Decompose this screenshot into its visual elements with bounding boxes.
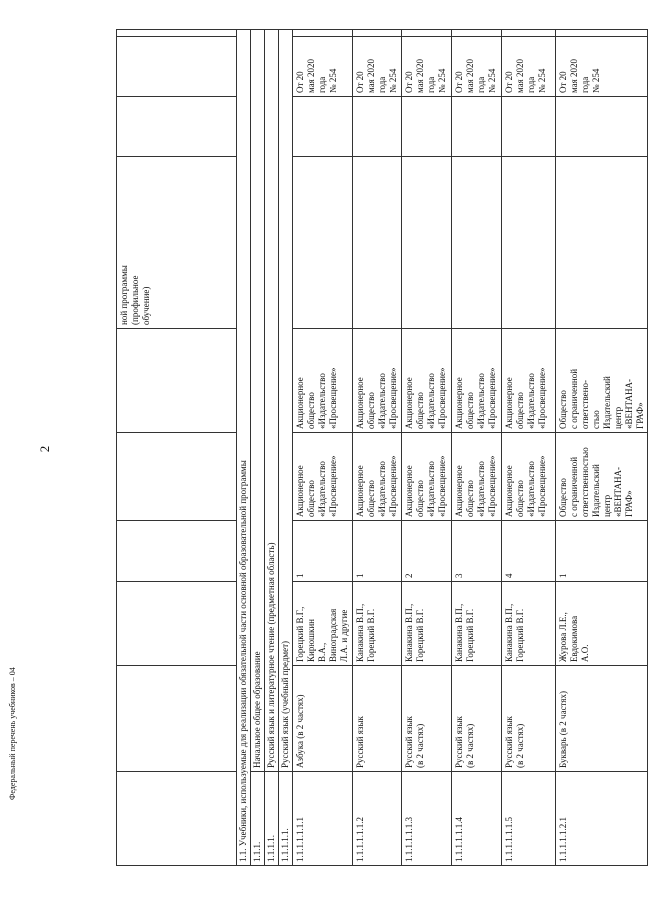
header-cell: ной программы (профильное обучение) <box>119 265 151 325</box>
section-code: 1.1.1.1.1. <box>279 772 293 866</box>
row-publisher: Акционерное общество «Издательство «Просвещение» <box>293 433 353 521</box>
row-code: 1.1.1.1.1.1.4 <box>451 772 501 866</box>
textbook-table <box>116 29 648 866</box>
row-authors: Канакина В.П., Горецкий В.Г. <box>352 582 401 666</box>
row-manufacturer: Акционерное общество «Издательство «Просвещение» <box>451 329 501 433</box>
row-order: От 20 мая 2020 года № 254 <box>401 37 451 97</box>
row-class: 1 <box>555 521 648 582</box>
row-code: 1.1.1.1.1.1.3 <box>401 772 451 866</box>
row-title: Русский язык (в 2 частях) <box>501 666 555 772</box>
section-name: Русский язык (учебный предмет) <box>279 30 293 772</box>
row-publisher: Акционерное общество «Издательство «Просвещение» <box>352 433 401 521</box>
row-authors: Канакина В.П., Горецкий В.Г. <box>501 582 555 666</box>
row-manufacturer: Акционерное общество «Издательство «Просвещение» <box>352 329 401 433</box>
section-title-row <box>237 30 251 866</box>
row-title: Русский язык (в 2 частях) <box>451 666 501 772</box>
section-row <box>265 30 279 866</box>
row-manufacturer: Акционерное общество «Издательство «Просвещение» <box>401 329 451 433</box>
row-order: От 20 мая 2020 года № 254 <box>451 37 501 97</box>
row-order: От 20 мая 2020 года № 254 <box>501 37 555 97</box>
footer-text: Федеральный перечень учебников – 04 <box>8 667 17 800</box>
table-row <box>451 30 501 866</box>
row-manufacturer: Акционерное общество «Издательство «Просвещение» <box>293 329 353 433</box>
header-row <box>117 30 237 866</box>
row-code: 1.1.1.1.1.1.5 <box>501 772 555 866</box>
section-name: Начальное общее образование <box>251 30 265 772</box>
row-title: Русский язык (в 2 частях) <box>401 666 451 772</box>
row-title: Русский язык <box>352 666 401 772</box>
section-title: 1.1. Учебники, используемые для реализации обязательной части основной образовательной программы <box>237 30 251 866</box>
table-row <box>401 30 451 866</box>
table-row <box>501 30 555 866</box>
table-row <box>555 30 648 866</box>
section-row <box>251 30 265 866</box>
row-class: 4 <box>501 521 555 582</box>
row-class: 3 <box>451 521 501 582</box>
rotated-table-container <box>116 30 645 866</box>
row-authors: Канакина В.П., Горецкий В.Г. <box>401 582 451 666</box>
row-publisher: Общество с ограниченной ответственностью Издательский центр «ВЕНТАНА- ГРАФ» <box>555 433 648 521</box>
row-code: 1.1.1.1.1.2.1 <box>555 772 648 866</box>
section-row <box>279 30 293 866</box>
table-row <box>293 30 353 866</box>
row-order: От 20 мая 2020 года № 254 <box>293 37 353 97</box>
row-code: 1.1.1.1.1.1.2 <box>352 772 401 866</box>
row-publisher: Акционерное общество «Издательство «Просвещение» <box>451 433 501 521</box>
row-authors: Журова Л.Е., Евдокимова А.О. <box>555 582 648 666</box>
row-title: Азбука (в 2 частях) <box>293 666 353 772</box>
row-title: Букварь (в 2 частях) <box>555 666 648 772</box>
row-class: 2 <box>401 521 451 582</box>
section-code: 1.1.1.1. <box>265 772 279 866</box>
row-code: 1.1.1.1.1.1.1 <box>293 772 353 866</box>
row-order: От 20 мая 2020 года № 254 <box>555 37 648 97</box>
row-publisher: Акционерное общество «Издательство «Просвещение» <box>501 433 555 521</box>
section-name: Русский язык и литературное чтение (предметная область) <box>265 30 279 772</box>
row-publisher: Акционерное общество «Издательство «Просвещение» <box>401 433 451 521</box>
section-code: 1.1.1. <box>251 772 265 866</box>
row-manufacturer: Общество с ограниченной ответствено- стью Издательский центр «ВЕНТАНА- ГРАФ» <box>555 329 648 433</box>
row-authors: Горецкий В.Г., Кирюшкин В.А., Виноградская Л.А. и другие <box>293 582 353 666</box>
table-row <box>352 30 401 866</box>
row-manufacturer: Акционерное общество «Издательство «Просвещение» <box>501 329 555 433</box>
row-order: От 20 мая 2020 года № 254 <box>352 37 401 97</box>
page-number: 2 <box>37 445 52 453</box>
row-class: 1 <box>352 521 401 582</box>
row-authors: Канакина В.П., Горецкий В.Г. <box>451 582 501 666</box>
row-class: 1 <box>293 521 353 582</box>
